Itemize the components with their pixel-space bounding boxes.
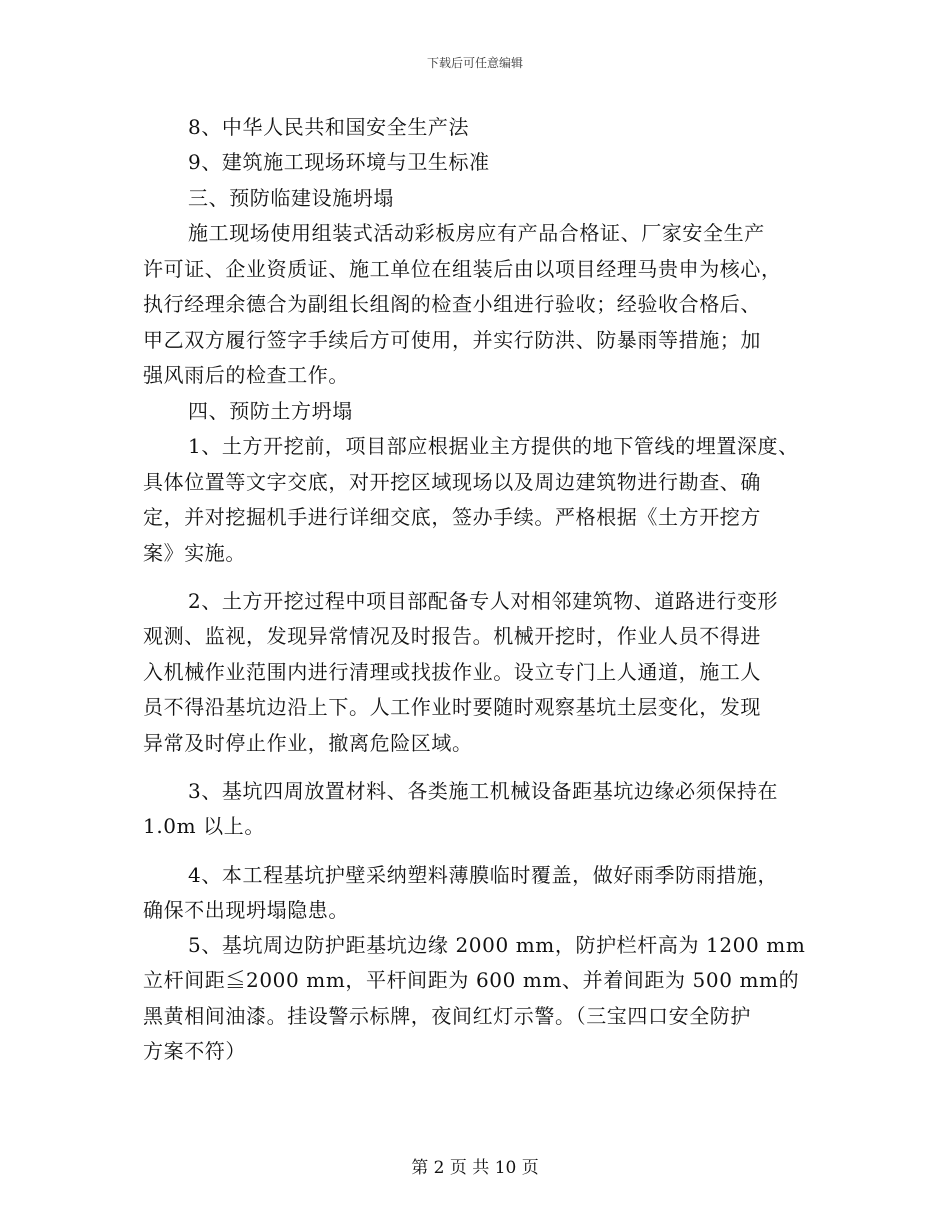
paragraph-line: 1、土方开挖前，项目部应根据业主方提供的地下管线的埋置深度、: [188, 434, 799, 458]
paragraph-line: 1.0m 以上。: [143, 814, 265, 838]
list-item-standard-9: 9、建筑施工现场环境与卫生标准: [188, 150, 490, 174]
paragraph-line: 确保不出现坍塌隐患。: [143, 898, 349, 922]
paragraph-line: 黑黄相间油漆。挂设警示标牌，夜间红灯示警。（三宝四口安全防护: [143, 1004, 751, 1028]
paragraph-line: 案》实施。: [143, 541, 246, 565]
paragraph-line: 立杆间距≦2000 mm，平杆间距为 600 mm、并着间距为 500 mm的: [143, 968, 800, 992]
paragraph-line: 许可证、企业资质证、施工单位在组装后由以项目经理马贵申为核心，: [143, 257, 782, 281]
paragraph-line: 方案不符）: [143, 1039, 246, 1063]
section-heading-4: 四、预防土方坍塌: [188, 399, 353, 423]
paragraph-line: 定，并对挖掘机手进行详细交底，签办手续。严格根据《土方开挖方: [143, 505, 761, 529]
paragraph-line: 异常及时停止作业，撤离危险区域。: [143, 731, 473, 755]
section-heading-3: 三、预防临建设施坍塌: [188, 186, 394, 210]
paragraph-line: 执行经理余德合为副组长组阁的检查小组进行验收；经验收合格后、: [143, 292, 761, 316]
page-footer: 第 2 页 共 10 页: [411, 1158, 539, 1178]
list-item-law-8: 8、中华人民共和国安全生产法: [188, 115, 470, 139]
paragraph-line: 观测、监视，发现异常情况及时报告。机械开挖时，作业人员不得进: [143, 624, 761, 648]
paragraph-line: 强风雨后的检查工作。: [143, 363, 349, 387]
page-header: 下载后可任意编辑: [426, 56, 523, 70]
paragraph-line: 2、土方开挖过程中项目部配备专人对相邻建筑物、道路进行变形: [188, 589, 779, 613]
paragraph-line: 员不得沿基坑边沿上下。人工作业时要随时观察基坑土层变化，发现: [143, 695, 761, 719]
paragraph-line: 具体位置等文字交底，对开挖区域现场以及周边建筑物进行勘查、确: [143, 470, 761, 494]
paragraph-line: 3、基坑四周放置材料、各类施工机械设备距基坑边缘必须保持在: [188, 779, 779, 803]
paragraph-line: 甲乙双方履行签字手续后方可使用，并实行防洪、防暴雨等措施；加: [143, 328, 761, 352]
paragraph-line: 5、基坑周边防护距基坑边缘 2000 mm，防护栏杆高为 1200 mm: [188, 933, 806, 957]
paragraph-line: 施工现场使用组装式活动彩板房应有产品合格证、厂家安全生产: [188, 221, 765, 245]
paragraph-line: 4、本工程基坑护壁采纳塑料薄膜临时覆盖，做好雨季防雨措施，: [188, 863, 779, 887]
paragraph-line: 入机械作业范围内进行清理或找拔作业。设立专门上人通道，施工人: [143, 660, 761, 684]
